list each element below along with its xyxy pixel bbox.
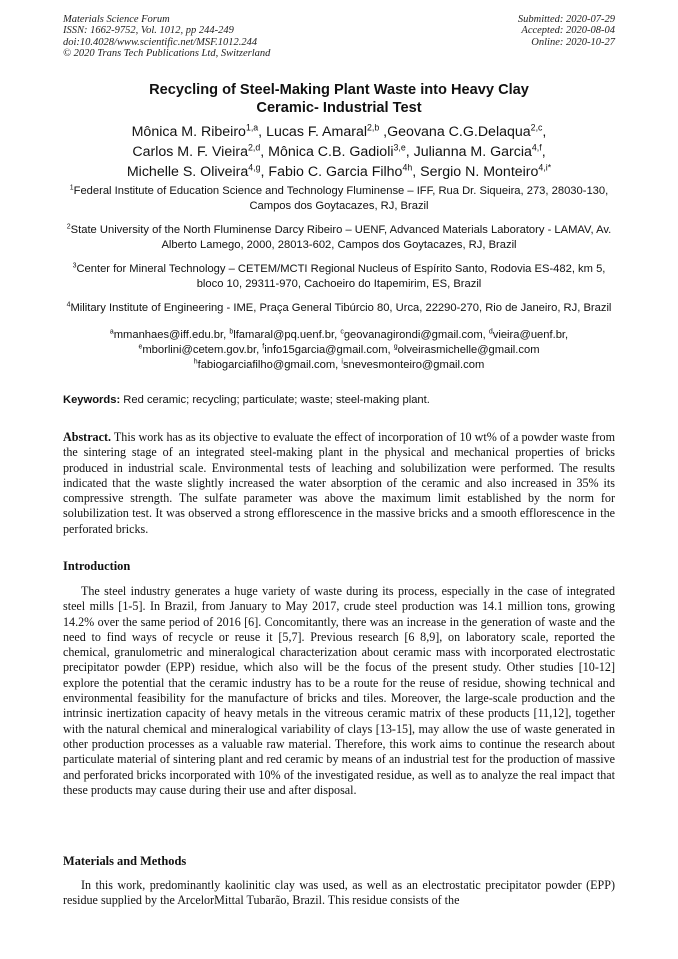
author: Fabio C. Garcia Filho$^{4h}$,	[268, 162, 421, 180]
email-link[interactable]: olveirasmichelle@gmail.com	[397, 344, 540, 356]
affiliation: $^4$Military Institute of Engineering - IME, Praça General Tibúrcio 80, Urca, 22290-270, Rio de Janeiro, RJ, Brazil	[66, 301, 612, 314]
author: Mônica M. Ribeiro$^{1,a}$,	[131, 122, 267, 140]
email-link[interactable]: mmanhaes@iff.edu.br,	[113, 329, 230, 341]
author: Julianna M. Garcia$^{4,f}$,	[413, 142, 546, 160]
email-link[interactable]: lfamaral@pq.uenf.br,	[233, 329, 341, 341]
introduction-heading: Introduction	[63, 559, 131, 573]
affiliation: $^1$Federal Institute of Education Science and Technology Fluminense – IFF, Rua Dr. Siqueira, 273, 28030-130, Campos dos Goytacazes, RJ, Brazil	[69, 184, 609, 212]
journal-name: Materials Science Forum	[63, 14, 170, 25]
email-line: $^a$mmanhaes@iff.edu.br, $^b$lfamaral@pq.uenf.br, $^c$geovanagirondi@gmail.com, $^d$vieira@uenf.br,	[109, 328, 569, 341]
author: Michelle S. Oliveira$^{4,g}$,	[126, 162, 269, 180]
author: Mônica C.B. Gadioli$^{3,e}$,	[268, 142, 414, 160]
keywords	[63, 393, 615, 408]
author: Lucas F. Amaral$^{2,b}$ ,	[266, 122, 388, 140]
keywords-label: Keywords:	[63, 394, 121, 406]
email-line: $^h$fabiogarciafilho@gmail.com, $^i$snevesmonteiro@gmail.com	[193, 358, 485, 371]
submitted-date: Submitted: 2020-07-29	[517, 14, 615, 25]
abstract-label: Abstract.	[63, 430, 112, 444]
journal-info	[63, 14, 270, 60]
doi: doi:10.4028/www.scientific.net/MSF.1012.244	[63, 36, 258, 48]
materials-methods-paragraph: In this work, predominantly kaolinitic clay was used, as well as an electrostatic precipitator powder (EPP) residue supplied by the ArcelorMittal Tubarão, Brazil. This residue consists of the	[63, 878, 615, 908]
affiliation: $^3$Center for Mineral Technology – CETEM/MCTI Regional Nucleus of Espírito Santo, Rodovia ES-482, km 5, bloco 10, 29311-970, Cachoeiro do Itapemirim, ES, Brazil	[72, 262, 606, 290]
abstract	[63, 430, 615, 537]
author-list	[60, 122, 618, 182]
email-link[interactable]: info15garcia@gmail.com,	[264, 344, 394, 356]
email-link[interactable]: mborlini@cetem.gov.br,	[142, 344, 263, 356]
email-list	[60, 328, 618, 373]
paper-title	[90, 82, 588, 117]
affiliation: $^2$State University of the North Fluminense Darcy Ribeiro – UENF, Advanced Materials Laboratory - LAMAV, Av. Alberto Lamego, 2000, 28013-602, Campos dos Goytacazes, RJ, Brazil	[66, 223, 612, 251]
introduction-paragraph: The steel industry generates a huge variety of waste during its process, especially in the case of integrated steel mills [1-5]. In Brazil, from January to May 2017, crude steel production was 14.1 million tons, growing 14.2% over the same period of 2016 [6]. Concomitantly, there was an increase in the generation of waste and the need to find ways of recycle or reuse it [5,7]. Previous research [6 8,9], on laboratory scale, reported the chemical, granulometric and mineralogical characterization about ceramic mass with incorporated electrostatic precipitator powder (EPP) residue, which also will be the focus of the present study. Other studies [10-12] explore the potential that the ceramic industry has to be a route for the reuse of residue, showing technical and environmental feasibility for the manufacture of bricks and tiles. Moreover, the large-scale production and the intrinsic inertization capacity of heavy metals in the vitreous ceramic matrix of these products [11,12], together with the natural chemical and mineralogical variability of clays [13-15], may allow the use of waste generated in other production processes as a valuable raw material. Therefore, this work aims to continue the research about particulate material of sintering plant and red ceramic by means of an industrial test for the production of massive and perforated bricks incorporated with 10% of the investigated residue, as well as to analyze the real impact that these products may cause during their use and after disposal.	[63, 584, 615, 797]
title-line-1: Recycling of Steel-Making Plant Waste into Heavy Clay	[149, 82, 529, 98]
author: Carlos M. F. Vieira$^{2,d}$,	[132, 142, 269, 160]
online-date: Online: 2020-10-27	[531, 36, 615, 48]
accepted-date: Accepted: 2020-08-04	[521, 25, 615, 37]
affiliations	[60, 184, 618, 325]
abstract-text: This work has as its objective to evaluate the effect of incorporation of 10 wt% of a powder waste from the sintering stage of an integrated steel-making plant in the physical and mechanical properties of bricks produced in industrial scale. Environmental tests of leaching and solubilization were performed. The results indicated that the waste slightly increased the water absorption of the ceramic and also increased in 35% its compressive strength. The sulfate parameter was above the maximum limit established by the norm for solubilization test. It was observed a strong efflorescence in the massive bricks and a smooth efflorescence in the perforated bricks.	[63, 430, 615, 536]
title-line-2: Ceramic- Industrial Test	[256, 99, 422, 116]
issn-volume: ISSN: 1662-9752, Vol. 1012, pp 244-249	[63, 25, 234, 37]
email-link[interactable]: fabiogarciafilho@gmail.com,	[197, 359, 342, 371]
materials-methods-heading: Materials and Methods	[63, 854, 187, 868]
keywords-text: Red ceramic; recycling; particulate; waste; steel-making plant.	[120, 394, 430, 406]
email-line: $^e$mborlini@cetem.gov.br, $^f$info15garcia@gmail.com, $^g$olveirasmichelle@gmail.com	[138, 343, 540, 356]
author: Sergio N. Monteiro$^{4,i*}$	[420, 162, 552, 180]
email-link[interactable]: vieira@uenf.br,	[492, 329, 569, 341]
email-link[interactable]: snevesmonteiro@gmail.com	[342, 359, 485, 371]
author: Geovana C.G.Delaqua$^{2,c}$,	[387, 122, 547, 140]
publication-dates	[518, 14, 615, 48]
copyright: © 2020 Trans Tech Publications Ltd, Switzerland	[63, 48, 271, 60]
email-link[interactable]: geovanagirondi@gmail.com,	[343, 329, 489, 341]
